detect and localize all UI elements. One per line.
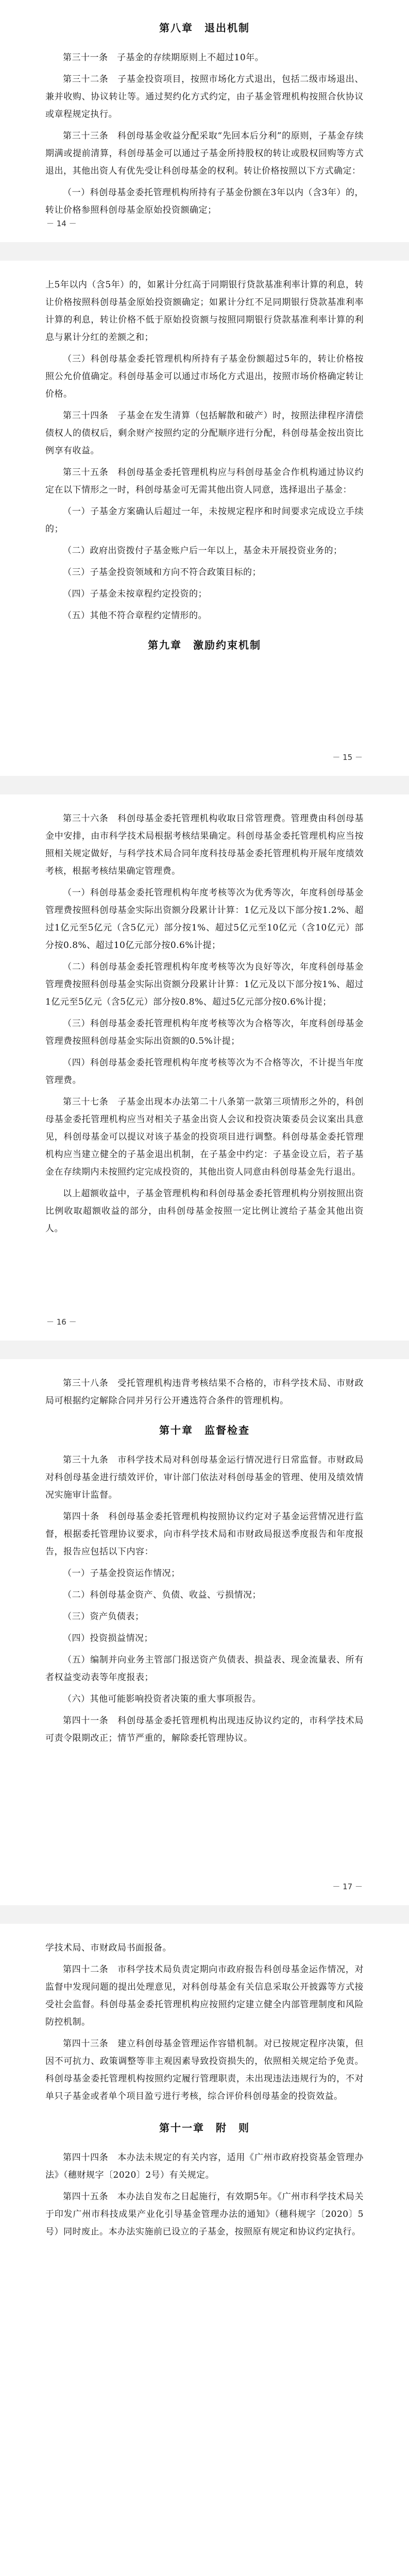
page-16 [0, 794, 409, 1341]
page-number: － 16 － [46, 1317, 77, 1327]
article-40-item-2: （二）科创母基金资产、负债、收益、亏损情况； [63, 1590, 261, 1600]
article-35-item-3: （三）子基金投资领域和方向不符合政策目标的； [63, 567, 261, 578]
article-36-item-2: （二）科创母基金委托管理机构年度考核等次为良好等次，年度科创母基金管理费按照科创母基金实际出资额分段累计计算：1亿元及以下部分按1%、超过1亿元至5亿元（含5亿元）部分按0.8%、超过5亿元部分按0.6%计提； [45, 962, 364, 1007]
page-number: － 17 － [332, 1882, 363, 1891]
article-45: 第四十五条 本办法自发布之日起施行，有效期5年。《广州市科学技术局关于印发广州市科技成果产业化引导基金管理办法的通知》（穗科规字〔2020〕5号）同时废止。本办法实施前已设立的子基金，按照原有规定和协议约定执行。 [45, 2192, 364, 2237]
page-18 [0, 1924, 409, 2576]
page-14 [0, 0, 409, 243]
page-gap [0, 242, 409, 261]
article-36: 第三十六条 科创母基金委托管理机构收取日常管理费。管理费由科创母基金中安排，由市科学技术局根据考核结果确定。科创母基金委托管理机构应当按照相关规定做好，与科学技术局合同年度科技母基金委托管理机构开展年度绩效考核，根据考核结果确定管理费。 [45, 814, 364, 876]
article-43: 第四十三条 建立科创母基金管理运作容错机制。对已按规定程序决策，但因不可抗力、政策调整等非主观因素导致投资损失的，依照相关规定给予免责。科创母基金委托管理机构按照约定履行管理职责，未出现违法违规行为的，不对单只子基金或者单个项目盈亏进行考核，综合评价科创母基金的投资效益。 [45, 2039, 364, 2102]
article-33: 第三十三条 科创母基金收益分配采取“先回本后分利”的原则，子基金存续期满或提前清算，科创母基金可以通过子基金所持股权的转让或股权回购等方式退出，其他出资人有优先受让科创母基金的权利。转让价格按照以下方式确定： [45, 131, 364, 176]
article-37-cont: 以上超额收益中，子基金管理机构和科创母基金委托管理机构分别按照出资比例收取超额收益的部分，由科创母基金按照一定比例让渡给子基金其他出资人。 [45, 1189, 364, 1234]
page-number: － 14 － [46, 219, 77, 228]
article-41: 第四十一条 科创母基金委托管理机构出现违反协议约定的，市科学技术局可责令限期改正；情节严重的，解除委托管理协议。 [45, 1716, 364, 1743]
page-gap [0, 1905, 409, 1924]
article-39: 第三十九条 市科学技术局对科创母基金运行情况进行日常监督。市财政局对科创母基金进行绩效评价，审计部门依法对科创母基金的管理、使用及绩效情况实施审计监督。 [45, 1455, 364, 1500]
page-gap [0, 1341, 409, 1359]
article-40-item-5: （五）编制并向业务主管部门报送资产负债表、损益表、现金流量表、所有者权益变动表等年度报表； [45, 1655, 364, 1683]
article-36-item-1: （一）科创母基金委托管理机构年度考核等次为优秀等次，年度科创母基金管理费按照科创母基金实际出资额分段累计计算：1亿元及以下部分按1.2%、超过1亿元至5亿元（含5亿元）部分按1%、超过5亿元至10亿元（含10亿元）部分按0.8%、超过10亿元部分按0.6%计提； [45, 888, 364, 951]
article-34: 第三十四条 子基金在发生清算（包括解散和破产）时，按照法律程序清偿债权人的债权后，剩余财产按照约定的分配顺序进行分配，科创母基金按出资比例享有收益。 [45, 411, 364, 456]
chapter-heading: 第八章 退出机制 [159, 22, 250, 34]
article-40-item-3: （三）资产负债表； [63, 1612, 144, 1622]
page-gap [0, 776, 409, 794]
article-36-item-3: （三）科创母基金委托管理机构年度考核等次为合格等次，年度科创母基金管理费按照科创母基金实际出资额的0.5%计提； [45, 1019, 364, 1046]
article-40-item-4: （四）投资损益情况； [63, 1633, 153, 1643]
page-17 [0, 1359, 409, 1906]
article-33-item-2-cont: 上5年以内（含5年）的，如累计分红高于同期银行贷款基准利率计算的利息，转让价格按照科创母基金原始投资额确定；如累计分红不足同期银行贷款基准利率计算的利息，转让价格不低于原始投资额与按照同期银行贷款基准利率计算的利息与累计分红的差额之和； [45, 280, 364, 343]
article-33-item-1: （一）科创母基金委托管理机构所持有子基金份额在3年以内（含3年）的，转让价格参照科创母基金原始投资额确定； [45, 188, 364, 215]
page-number: － 15 － [332, 753, 363, 762]
article-40: 第四十条 科创母基金委托管理机构按照协议约定对子基金运营情况进行监督，根据委托管理协议要求，向市科学技术局和市财政局报送季度报告和年度报告，报告应包括以下内容： [45, 1512, 364, 1557]
article-35-item-1: （一）子基金方案确认后超过一年，未按规定程序和时间要求完成设立手续的； [45, 506, 364, 534]
chapter-heading: 第十章 监督检查 [159, 1424, 250, 1436]
article-36-item-4: （四）科创母基金委托管理机构年度考核等次为不合格等次，不计提当年度管理费。 [45, 1058, 364, 1086]
article-38: 第三十八条 受托管理机构违背考核结果不合格的，市科学技术局、市财政局可根据约定解除合同并另行公开遴选符合条件的管理机构。 [45, 1378, 364, 1406]
article-32: 第三十二条 子基金投资项目，按照市场化方式退出，包括二级市场退出、兼并收购、协议转让等。通过契约化方式约定，由子基金管理机构按照合伙协议或章程规定执行。 [45, 74, 364, 120]
chapter-heading: 第十一章 附 则 [159, 2122, 250, 2134]
article-35-item-2: （二）政府出资拨付子基金账户后一年以上，基金未开展投资业务的； [63, 546, 343, 556]
chapter-heading: 第九章 激励约束机制 [148, 639, 261, 651]
article-37: 第三十七条 子基金出现本办法第二十八条第一款第三项情形之外的，科创母基金委托管理机构应当对相关子基金出资人会议和投资决策委员会议案出具意见，科创母基金可以提议对该子基金的投资项目进行调整。科创母基金委托管理机构应当建立健全的子基金退出机制，在子基金中约定：子基金设立后，若子基金在存续期内未按照约定完成投资的，其他出资人同意由科创母基金先行退出。 [45, 1097, 364, 1177]
article-41-cont: 学技术局、市财政局书面报备。 [45, 1943, 172, 1953]
article-42: 第四十二条 市科学技术局负责定期向市政府报告科创母基金运作情况，对监督中发现问题的提出处理意见，对科创母基金有关信息采取公开披露等方式接受社会监督。科创母基金委托管理机构应按照约定建立健全内部管理制度和风险防控机制。 [45, 1964, 364, 2027]
article-31: 第三十一条 子基金的存续期原则上不超过10年。 [63, 53, 264, 63]
article-44: 第四十四条 本办法未规定的有关内容，适用《广州市政府投资基金管理办法》（穗财规字〔2020〕2号）有关规定。 [45, 2153, 364, 2180]
article-40-item-1: （一）子基金投资运作情况； [63, 1568, 180, 1579]
article-35-item-4: （四）子基金未按章程约定投资的； [63, 589, 207, 599]
article-40-item-6: （六）其他可能影响投资者决策的重大事项报告。 [63, 1694, 261, 1704]
article-35-item-5: （五）其他不符合章程约定情形的。 [63, 611, 207, 621]
page-15 [0, 261, 409, 776]
article-35: 第三十五条 科创母基金委托管理机构应与科创母基金合作机构通过协议约定在以下情形之一时，科创母基金可无需其他出资人同意，选择退出子基金： [45, 467, 364, 495]
article-33-item-3: （三）科创母基金委托管理机构所持有子基金份额超过5年的，转让价格按照公允价值确定。科创母基金可以通过市场化方式退出，按照市场价格确定转让价格。 [45, 354, 364, 399]
